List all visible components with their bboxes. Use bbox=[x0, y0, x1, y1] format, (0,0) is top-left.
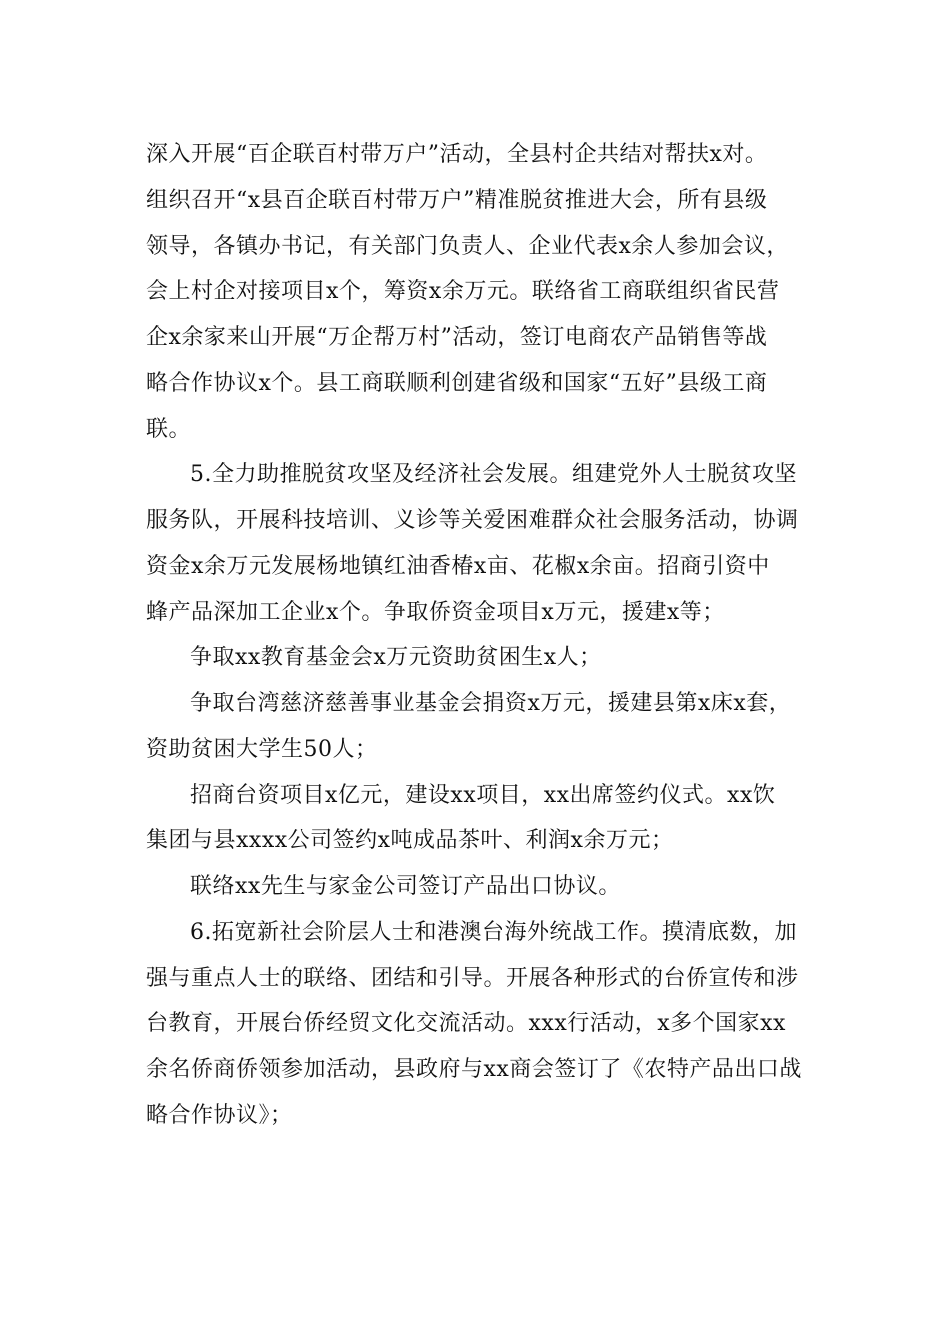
text-line: 略合作协议x个。县工商联顺利创建省级和国家“五好”县级工商 bbox=[146, 370, 768, 396]
text-line: 深入开展“百企联百村带万户”活动，全县村企共结对帮扶x对。 bbox=[146, 142, 768, 167]
text-line: 略合作协议》； bbox=[146, 1102, 293, 1128]
text-line: 领导，各镇办书记，有关部门负责人、企业代表x余人参加会议， bbox=[146, 233, 789, 259]
text-line: 蜂产品深加工企业x个。争取侨资金项目x万元，援建x等； bbox=[146, 599, 725, 625]
text-line: 服务队，开展科技培训、义诊等关爱困难群众社会服务活动，协调 bbox=[146, 508, 799, 533]
text-line: 招商台资项目x亿元，建设xx项目，xx出席签约仪式。xx饮 bbox=[190, 782, 776, 808]
text-line: 资助贫困大学生50人； bbox=[146, 736, 378, 762]
text-line: 5.全力助推脱贫攻坚及经济社会发展。组建党外人士脱贫攻坚 bbox=[190, 462, 797, 488]
text-line: 企x余家来山开展“万企帮万村”活动，签订电商农产品销售等战 bbox=[146, 325, 768, 350]
text-line: 台教育，开展台侨经贸文化交流活动。xxx行活动，x多个国家xx bbox=[146, 1011, 786, 1037]
text-line: 余名侨商侨领参加活动，县政府与xx商会签订了《农特产品出口战 bbox=[146, 1057, 802, 1082]
text-line: 资金x余万元发展杨地镇红油香椿x亩、花椒x余亩。招商引资中 bbox=[146, 553, 770, 579]
text-line: 争取xx教育基金会x万元资助贫困生x人； bbox=[190, 645, 602, 671]
text-line: 联。 bbox=[146, 416, 192, 442]
text-line: 联络xx先生与家金公司签订产品出口协议。 bbox=[190, 874, 621, 899]
text-line: 强与重点人士的联络、团结和引导。开展各种形式的台侨宣传和涉 bbox=[146, 965, 799, 991]
document-body bbox=[146, 132, 806, 1139]
text-line: 争取台湾慈济慈善事业基金会捐资x万元，援建县第x床x套， bbox=[190, 691, 792, 716]
text-line: 组织召开“x县百企联百村带万户”精准脱贫推进大会，所有县级 bbox=[146, 187, 768, 213]
text-line: 6.拓宽新社会阶层人士和港澳台海外统战工作。摸清底数，加 bbox=[190, 919, 797, 945]
text-line: 集团与县xxxx公司签约x吨成品茶叶、利润x余万元； bbox=[146, 828, 674, 854]
text-line: 会上村企对接项目x个，筹资x余万元。联络省工商联组织省民营 bbox=[146, 279, 780, 305]
